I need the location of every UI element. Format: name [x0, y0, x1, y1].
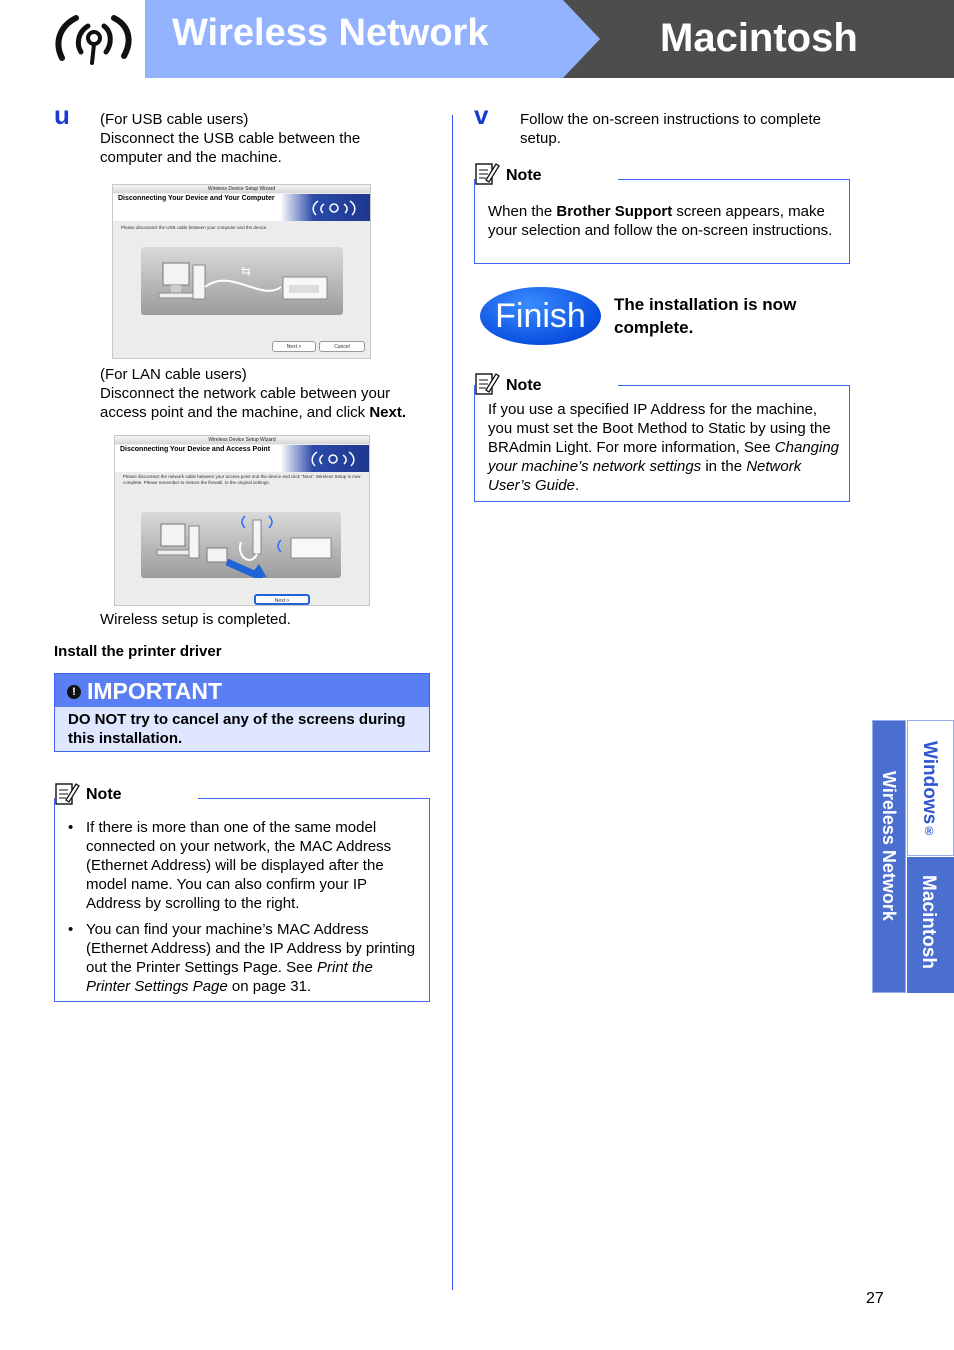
usb-heading: (For USB cable users): [100, 111, 249, 128]
note-link-text: Changing your machine’s network settings: [488, 439, 840, 475]
lan-instructions: [100, 365, 440, 422]
note-text-end: .: [574, 477, 580, 494]
screenshot-window-title: Wireless Device Setup Wizard: [115, 436, 369, 444]
note-text: [488, 202, 838, 240]
note-text-bold: Brother Support: [556, 203, 673, 220]
screenshot-heading: Disconnecting Your Device and Access Point: [120, 446, 271, 453]
lan-heading: (For LAN cable users): [100, 366, 247, 383]
svg-text:⇆: ⇆: [241, 264, 252, 278]
list-item: [68, 818, 418, 913]
header-title-macintosh: Macintosh: [660, 16, 858, 60]
usb-illustration: [141, 247, 343, 315]
list-item: [68, 920, 418, 996]
lan-text-next: Next.: [369, 404, 407, 421]
note-text-mid: in the: [701, 458, 747, 475]
screenshot-message: Please disconnect the USB cable between your computer and the device.: [121, 225, 268, 230]
wireless-signal-icon: [48, 8, 138, 70]
screenshot-message: Please disconnect the network cable between your access point and the device and click "Next". Wireless Setup is now complete. Please remember to restore the firewall, to the original settings.: [123, 474, 361, 485]
usb-text: Disconnect the USB cable between the computer and the machine.: [100, 130, 361, 166]
important-label: IMPORTANT: [87, 678, 223, 704]
registered-mark: ®: [922, 824, 936, 839]
column-divider: [452, 115, 453, 1290]
bullet-text: If there is more than one of the same model connected on your network, the MAC Address (Ethernet Address) will be displayed after the model name. You can also confirm your IP Address by scrolling to the right.: [86, 819, 392, 912]
step-letter-u: u: [54, 100, 70, 130]
screenshot-cancel-button[interactable]: Cancel: [319, 341, 365, 352]
important-text: DO NOT try to cancel any of the screens during this installation.: [68, 711, 406, 747]
bullet-text: You can find your machine’s MAC Address (Ethernet Address) and the IP Address by printing out the Printer Settings Page. See: [86, 921, 416, 976]
wireless-completed-text: Wireless setup is completed.: [100, 611, 291, 628]
note-bullets: [68, 818, 418, 996]
note-text: [488, 400, 840, 495]
tab-macintosh-label: Macintosh: [918, 875, 939, 969]
lan-text-body: Disconnect the network cable between your access point and the machine, and click: [100, 385, 391, 421]
bullet-text-after: on page 31.: [227, 978, 312, 995]
step-letter-v: v: [474, 100, 489, 130]
important-box: [54, 673, 430, 752]
wireless-signal-icon: [303, 448, 363, 470]
lan-illustration: [141, 512, 341, 578]
note-label: Note: [506, 167, 542, 184]
header-title-wireless: Wireless Network: [172, 12, 489, 54]
note-text-before: If you use a specified IP Address for the machine, you must set the Boot Method to Static by using the BRAdmin Light. For more information, See: [488, 401, 831, 456]
usb-disconnect-screenshot: [112, 184, 371, 359]
note-text-before: When the: [488, 203, 557, 220]
page-number: 27: [866, 1290, 884, 1307]
tab-wireless-label: Wireless Network: [879, 771, 899, 921]
screenshot-window-title: Wireless Device Setup Wizard: [113, 185, 370, 193]
tab-windows-text: Windows: [919, 741, 940, 825]
finish-badge: Finish: [480, 287, 601, 345]
bullet-dot: •: [68, 921, 74, 938]
tab-windows-label: [918, 741, 940, 838]
lan-disconnect-screenshot: [114, 435, 370, 606]
note-text-after: screen appears, make your selection and follow the on-screen instructions.: [488, 203, 833, 239]
screenshot-heading: Disconnecting Your Device and Your Computer: [118, 195, 275, 202]
usb-instructions: [100, 110, 420, 167]
screenshot-next-button[interactable]: Next >: [254, 594, 310, 605]
step-v-text: Follow the on-screen instructions to complete setup.: [520, 111, 821, 147]
note-label: Note: [506, 377, 542, 394]
wireless-signal-icon: [304, 197, 364, 219]
note-label: Note: [86, 786, 122, 803]
tab-windows[interactable]: [907, 720, 954, 856]
finish-text: The installation is now complete.: [614, 295, 797, 337]
note-guide-text: Network User’s Guide: [488, 458, 802, 494]
lan-text: [100, 384, 440, 422]
important-header: [55, 674, 429, 707]
bullet-link-text: Print the Printer Settings Page: [86, 959, 373, 995]
exclamation-icon: !: [67, 685, 81, 699]
tab-wireless-network[interactable]: [872, 720, 906, 993]
section-heading: Install the printer driver: [54, 643, 222, 660]
bullet-dot: •: [68, 819, 74, 836]
tab-macintosh[interactable]: [907, 857, 954, 993]
screenshot-next-button[interactable]: Next >: [272, 341, 316, 352]
